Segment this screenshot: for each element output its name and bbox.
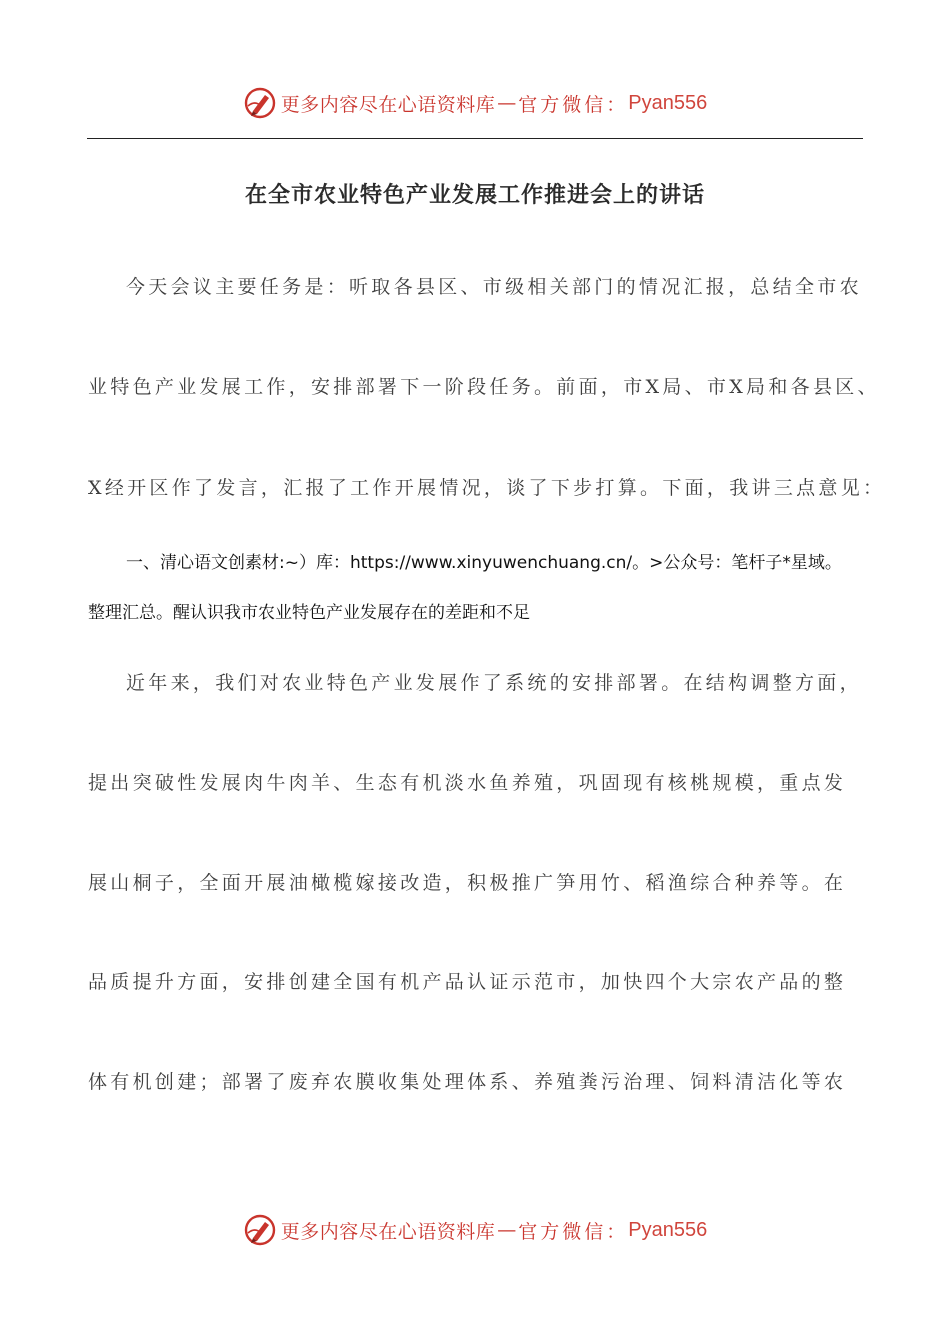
heading1-line-2: 整理汇总。醒认识我市农业特色产业发展存在的差距和不足 <box>88 603 530 623</box>
header-rule <box>87 138 863 139</box>
footer-banner-separator: — <box>497 1219 517 1241</box>
footer-banner-slogan: 更多内容尽在心语资料库 <box>280 1220 496 1243</box>
banner-separator: — <box>497 92 517 114</box>
banner-slogan: 更多内容尽在心语资料库 <box>280 93 496 116</box>
banner-wechat-label: 官方微信： <box>518 93 629 116</box>
para2-line-5: 体有机创建；部署了废弃农膜收集处理体系、养殖粪污治理、饲料清洁化等农 <box>88 1071 847 1093</box>
para2-line-1: 近年来，我们对农业特色产业发展作了系统的安排部署。在结构调整方面， <box>126 672 862 694</box>
para2-line-4: 品质提升方面，安排创建全国有机产品认证示范市，加快四个大宗农产品的整 <box>88 971 847 993</box>
para1-line-3: X经开区作了发言，汇报了工作开展情况，谈了下步打算。下面，我讲三点意见： <box>88 477 886 499</box>
heading1-line-1: 一、清心语文创素材:~）库：https://www.xinyuwenchuang.cn/。>公众号：笔杆子*星域。 <box>126 553 842 573</box>
header-banner <box>0 83 950 123</box>
para2-line-3: 展山桐子，全面开展油橄榄嫁接改造，积极推广笋用竹、稻渔综合种养等。在 <box>88 872 847 894</box>
footer-banner <box>0 1210 950 1250</box>
pen-logo-icon <box>243 1213 277 1247</box>
para1-line-1: 今天会议主要任务是：听取各县区、市级相关部门的情况汇报，总结全市农 <box>126 276 862 298</box>
pen-logo-icon <box>243 86 277 120</box>
para2-line-2: 提出突破性发展肉牛肉羊、生态有机淡水鱼养殖，巩固现有核桃规模，重点发 <box>88 772 847 794</box>
banner-wechat-id: Pyan556 <box>628 91 708 114</box>
footer-banner-wechat-label: 官方微信： <box>518 1220 629 1243</box>
document-title: 在全市农业特色产业发展工作推进会上的讲话 <box>244 183 705 208</box>
footer-banner-wechat-id: Pyan556 <box>628 1218 708 1241</box>
para1-line-2: 业特色产业发展工作，安排部署下一阶段任务。前面，市X局、市X局和各县区、 <box>88 376 880 398</box>
